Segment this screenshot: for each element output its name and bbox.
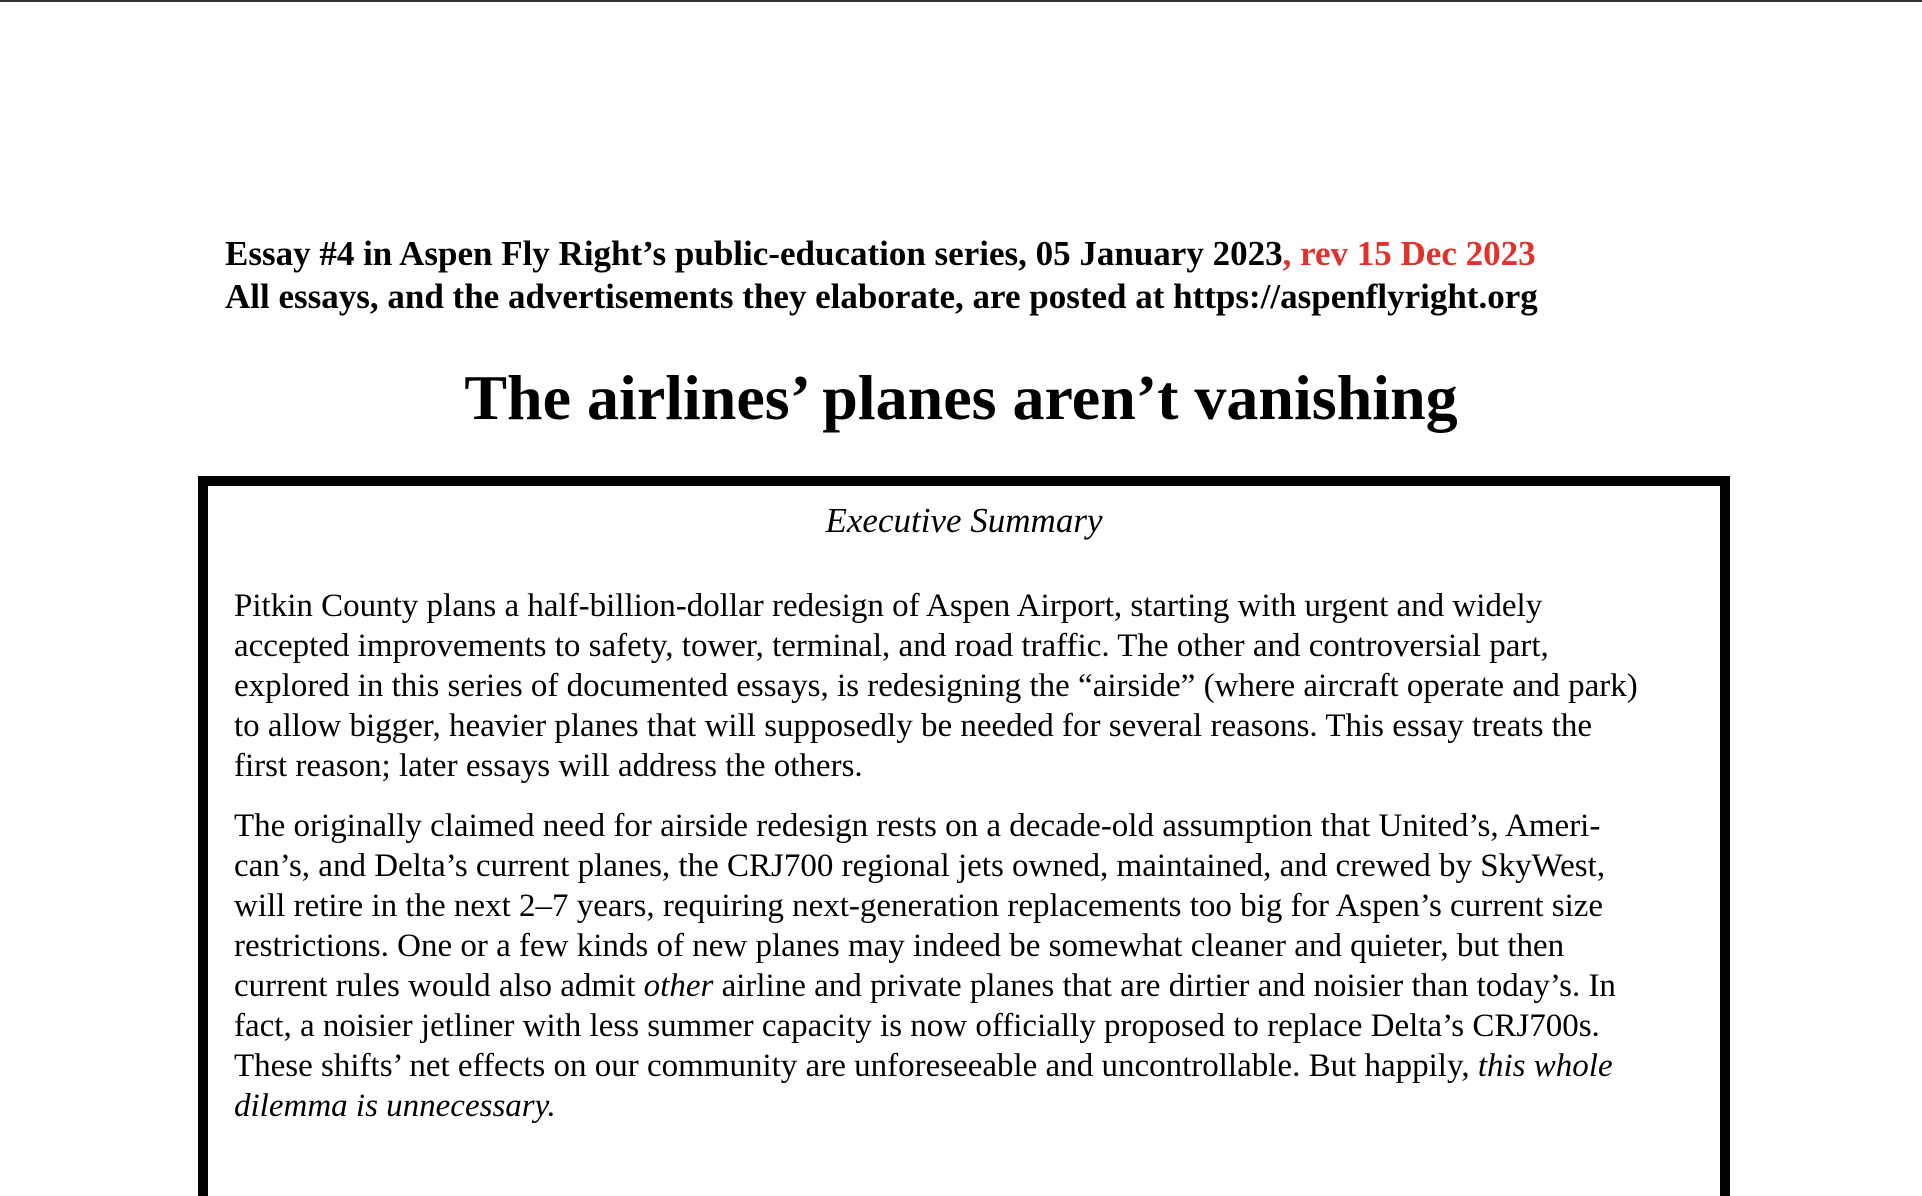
essay-header [225, 232, 1705, 318]
header-line-1 [225, 232, 1705, 275]
paragraph-line: restrictions. One or a few kinds of new planes may indeed be somewhat cleaner and quieter, but then [234, 928, 1565, 964]
summary-paragraph-2 [234, 806, 1724, 1126]
emphasis-other: other [643, 968, 714, 1004]
series-info: Essay #4 in Aspen Fly Right’s public-education series, 05 January 2023 [225, 234, 1283, 273]
paragraph-line [234, 966, 1724, 1006]
emphasis-dilemma: dilemma is unnecessary. [234, 1088, 556, 1124]
paragraph-line: first reason; later essays will address the others. [234, 748, 863, 784]
paragraph-line [234, 1086, 1724, 1126]
header-line-2: All essays, and the advertisements they elaborate, are posted at https://aspenflyright.org [225, 277, 1538, 316]
emphasis-this-whole: this whole [1477, 1048, 1613, 1084]
paragraph-line: fact, a noisier jetliner with less summer capacity is now officially proposed to replace Delta’s CRJ700s. [234, 1008, 1600, 1044]
summary-heading: Executive Summary [825, 501, 1103, 540]
revision-date: , rev 15 Dec 2023 [1282, 234, 1536, 273]
text-run: airline and private planes that are dirtier and noisier than today’s. In [713, 968, 1616, 1004]
paragraph-line: The originally claimed need for airside redesign rests on a decade-old assumption that United’s, Ameri- [234, 808, 1601, 844]
paragraph-line [234, 1046, 1724, 1086]
essay-title: The airlines’ planes aren’t vanishing [464, 362, 1458, 433]
paragraph-line: explored in this series of documented essays, is redesigning the “airside” (where aircraft operate and park) [234, 668, 1638, 704]
paragraph-line: to allow bigger, heavier planes that will supposedly be needed for several reasons. This essay treats the [234, 708, 1592, 744]
summary-paragraph-1 [234, 586, 1724, 786]
paragraph-line: accepted improvements to safety, tower, terminal, and road traffic. The other and controversial part, [234, 628, 1549, 664]
text-run: current rules would also admit [234, 968, 644, 1004]
top-rule [0, 0, 1922, 2]
paragraph-line: can’s, and Delta’s current planes, the CRJ700 regional jets owned, maintained, and crewed by SkyWest, [234, 848, 1606, 884]
paragraph-line: will retire in the next 2–7 years, requiring next-generation replacements too big for Aspen’s current size [234, 888, 1604, 924]
paragraph-line: Pitkin County plans a half-billion-dollar redesign of Aspen Airport, starting with urgent and widely [234, 588, 1543, 624]
executive-summary-box [198, 476, 1730, 1196]
text-run: These shifts’ net effects on our community are unforeseeable and uncontrollable. But happily, [234, 1048, 1478, 1084]
